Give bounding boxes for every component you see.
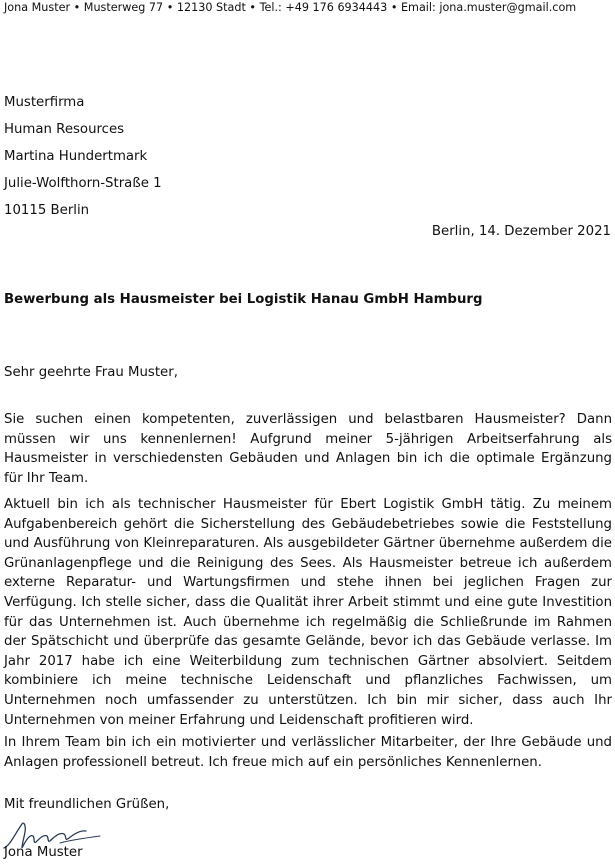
recipient-department: Human Resources xyxy=(4,122,125,137)
signer-name: Jona Muster xyxy=(4,845,83,860)
letter-subject: Bewerbung als Hausmeister bei Logistik Hanau GmbH Hamburg xyxy=(4,292,483,307)
letter-date: Berlin, 14. Dezember 2021 xyxy=(431,224,611,239)
sender-contact-line: Jona Muster • Musterweg 77 • 12130 Stadt • Tel.: +49 176 6934443 • Email: jona.muster@gmail.com xyxy=(4,1,577,14)
body-paragraph: Aktuell bin ich als technischer Hausmeister für Ebert Logistik GmbH tätig. Zu meinem Aufgabenbereich gehört die Sicherstellung des Gebäudebetriebes sowie die Feststellung und Ausführung von Kleinreparaturen. Als ausgebildeter Gärtner übernehme außerdem die Grünanlagenpflege und die Reinigung des Sees. Als Hausmeister betreue ich außerdem externe Reparatur- und Wartungsfirmen und stehe ihnen bei jeglichen Fragen zur Verfügung. Ich stelle sicher, dass die Qualität ihrer Arbeit stimmt und eine gute Investition für das Unternehmen ist. Auch übernehme ich regelmäßig die Schließrunde im Rahmen der Spätschicht und überprüfe das gesamte Gelände, bevor ich das Gebäude verlasse. Im Jahr 2017 habe ich eine Weiterbildung zum technischen Gärtner absolviert. Seitdem kombiniere ich meine technische Leidenschaft und pflanzliches Fachwissen, um Unternehmen noch umfassender zu unterstützen. Ich bin mir sicher, dass auch Ihr Unternehmen von meiner Erfahrung und Leidenschaft profitieren wird. xyxy=(4,497,612,728)
recipient-company: Musterfirma xyxy=(4,95,85,110)
recipient-name: Martina Hundertmark xyxy=(4,149,148,164)
recipient-address xyxy=(4,89,162,224)
body-paragraph: Sie suchen einen kompetenten, zuverlässigen und belastbaren Hausmeister? Dann müssen wir uns kennenlernen! Aufgrund meiner 5-jährigen Arbeitserfahrung als Hausmeister in verschiedensten Gebäuden und Anlagen bin ich die optimale Ergänzung für Ihr Team. xyxy=(4,412,612,486)
salutation: Sehr geehrte Frau Muster, xyxy=(4,365,178,380)
body-paragraph: In Ihrem Team bin ich ein motivierter und verlässlicher Mitarbeiter, der Ihre Gebäude und Anlagen professionell betreut. Ich freue mich auf ein persönliches Kennenlernen. xyxy=(4,735,612,770)
recipient-street: Julie-Wolfthorn-Straße 1 xyxy=(4,176,162,191)
recipient-city: 10115 Berlin xyxy=(4,203,90,218)
closing-phrase: Mit freundlichen Grüßen, xyxy=(4,797,170,812)
